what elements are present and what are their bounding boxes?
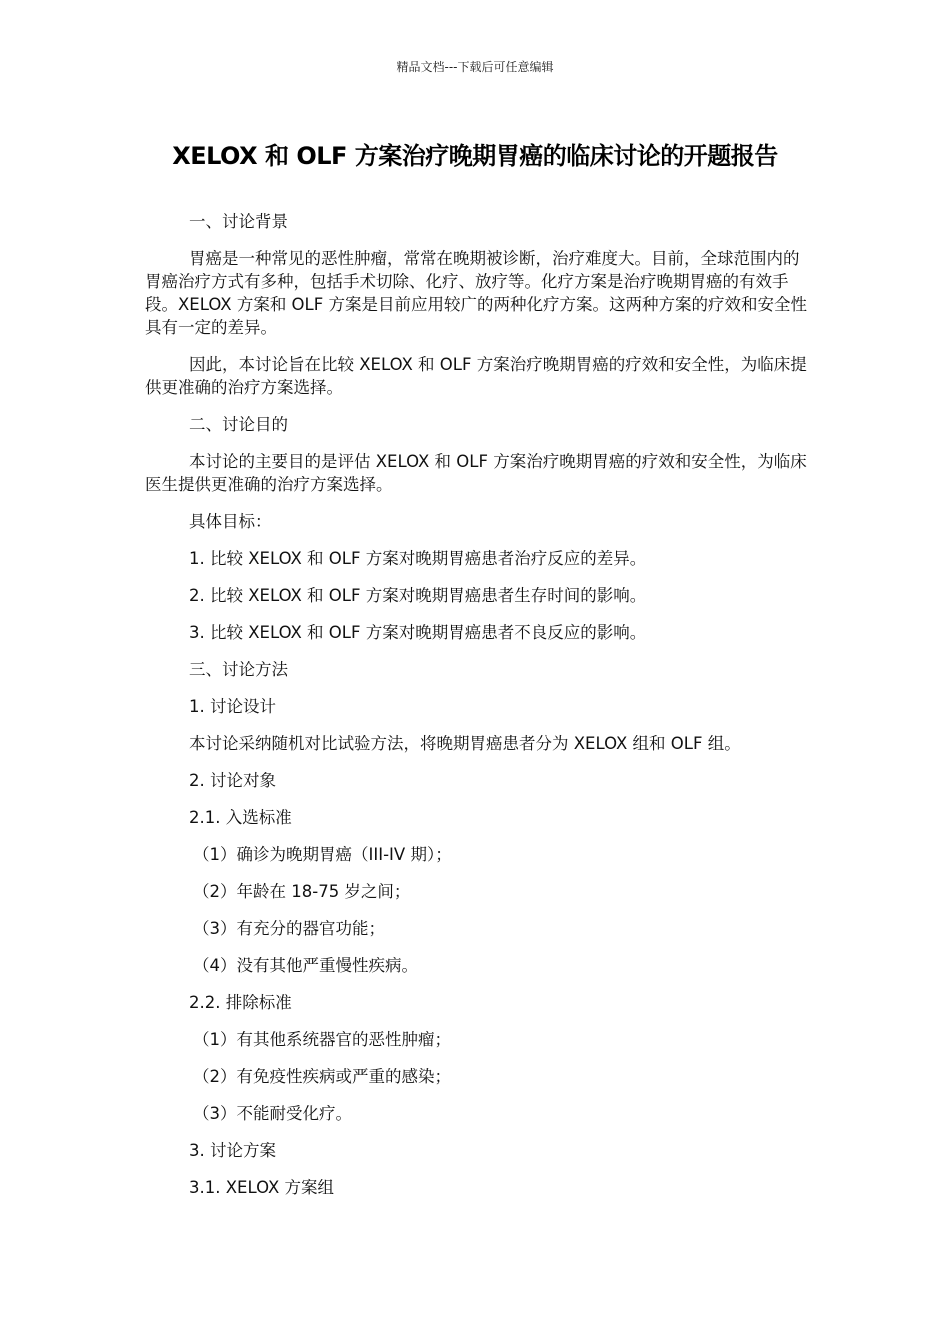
- paragraph-background-2: 因此，本讨论旨在比较 XELOX 和 OLF 方案治疗晚期胃癌的疗效和安全性，为临床提供更准确的治疗方案选择。: [145, 355, 807, 397]
- paragraph-purpose: 本讨论的主要目的是评估 XELOX 和 OLF 方案治疗晚期胃癌的疗效和安全性，为临床医生提供更准确的治疗方案选择。: [145, 452, 807, 494]
- goal-item-3: 3. 比较 XELOX 和 OLF 方案对晚期胃癌患者不良反应的影响。: [189, 623, 647, 642]
- exclusion-item-1: （1）有其他系统器官的恶性肿瘤；: [193, 1030, 451, 1049]
- exclusion-item-3: （3）不能耐受化疗。: [193, 1104, 352, 1123]
- document-body: [145, 210, 807, 1213]
- paragraph-background-1: 胃癌是一种常见的恶性肿瘤，常常在晚期被诊断，治疗难度大。目前，全球范围内的胃癌治疗方式有多种，包括手术切除、化疗、放疗等。化疗方案是治疗晚期胃癌的有效手段。XELOX 方案和 OLF 方案是目前应用较广的两种化疗方案。这两种方案的疗效和安全性具有一定的差异。: [145, 249, 807, 337]
- subsection-xelox-group: 3.1. XELOX 方案组: [189, 1178, 335, 1197]
- inclusion-item-3: （3）有充分的器官功能；: [193, 919, 385, 938]
- inclusion-item-2: （2）年龄在 18-75 岁之间；: [193, 882, 411, 901]
- goal-item-2: 2. 比较 XELOX 和 OLF 方案对晚期胃癌患者生存时间的影响。: [189, 586, 647, 605]
- section-heading-methods: 三、讨论方法: [189, 660, 288, 679]
- subsection-plan: 3. 讨论方案: [189, 1141, 276, 1160]
- section-heading-background: 一、讨论背景: [189, 212, 288, 231]
- subsection-inclusion: 2.1. 入选标准: [189, 808, 292, 827]
- subsection-exclusion: 2.2. 排除标准: [189, 993, 292, 1012]
- design-text: 本讨论采纳随机对比试验方法，将晚期胃癌患者分为 XELOX 组和 OLF 组。: [189, 734, 741, 753]
- inclusion-item-4: （4）没有其他严重慢性疾病。: [193, 956, 418, 975]
- section-heading-purpose: 二、讨论目的: [189, 415, 288, 434]
- inclusion-item-1: （1）确诊为晚期胃癌（III-IV 期）；: [193, 845, 452, 864]
- page-header: 精品文档---下载后可任意编辑: [396, 60, 554, 74]
- document-title: XELOX 和 OLF 方案治疗晚期胃癌的临床讨论的开题报告: [172, 142, 778, 170]
- goal-item-1: 1. 比较 XELOX 和 OLF 方案对晚期胃癌患者治疗反应的差异。: [189, 549, 647, 568]
- goals-label: 具体目标：: [189, 512, 272, 531]
- subsection-design: 1. 讨论设计: [189, 697, 276, 716]
- exclusion-item-2: （2）有免疫性疾病或严重的感染；: [193, 1067, 451, 1086]
- subsection-subjects: 2. 讨论对象: [189, 771, 276, 790]
